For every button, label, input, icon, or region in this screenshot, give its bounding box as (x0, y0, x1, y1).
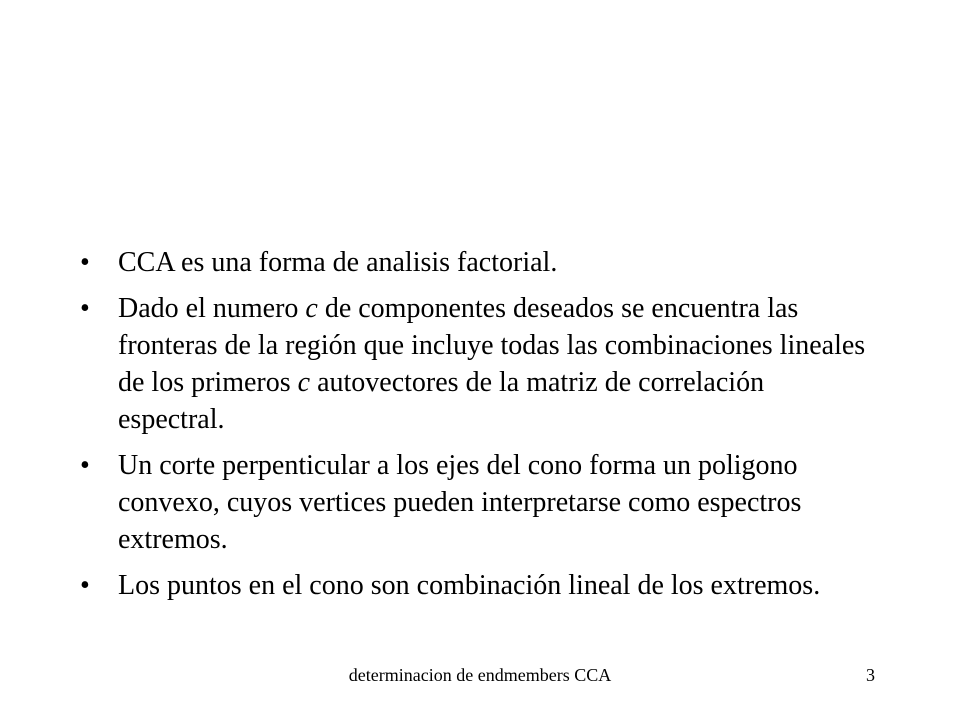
bullet-mark: • (80, 293, 90, 324)
bullet-text: Dado el numero c de componentes deseados se encuentra las fronteras de la región que incluye todas las combinaciones lineales de los primeros c autovectores de la matriz de correlación espectral. (118, 293, 866, 435)
bullet-item (80, 290, 870, 438)
page-number: 3 (866, 665, 875, 685)
bullet-item (80, 567, 870, 604)
bullet-mark: • (80, 247, 90, 278)
bullet-item (80, 244, 870, 281)
bullet-text: Los puntos en el cono son combinación lineal de los extremos. (118, 570, 821, 601)
bullet-mark: • (80, 570, 90, 601)
bullet-text: Un corte perpenticular a los ejes del cono forma un poligono convexo, cuyos vertices pueden interpretarse como espectros extremos. (118, 450, 802, 555)
bullet-list (80, 244, 870, 613)
bullet-item (80, 447, 870, 558)
bullet-mark: • (80, 450, 90, 481)
footer-title: determinacion de endmembers CCA (348, 665, 612, 685)
bullet-text: CCA es una forma de analisis factorial. (118, 247, 558, 278)
